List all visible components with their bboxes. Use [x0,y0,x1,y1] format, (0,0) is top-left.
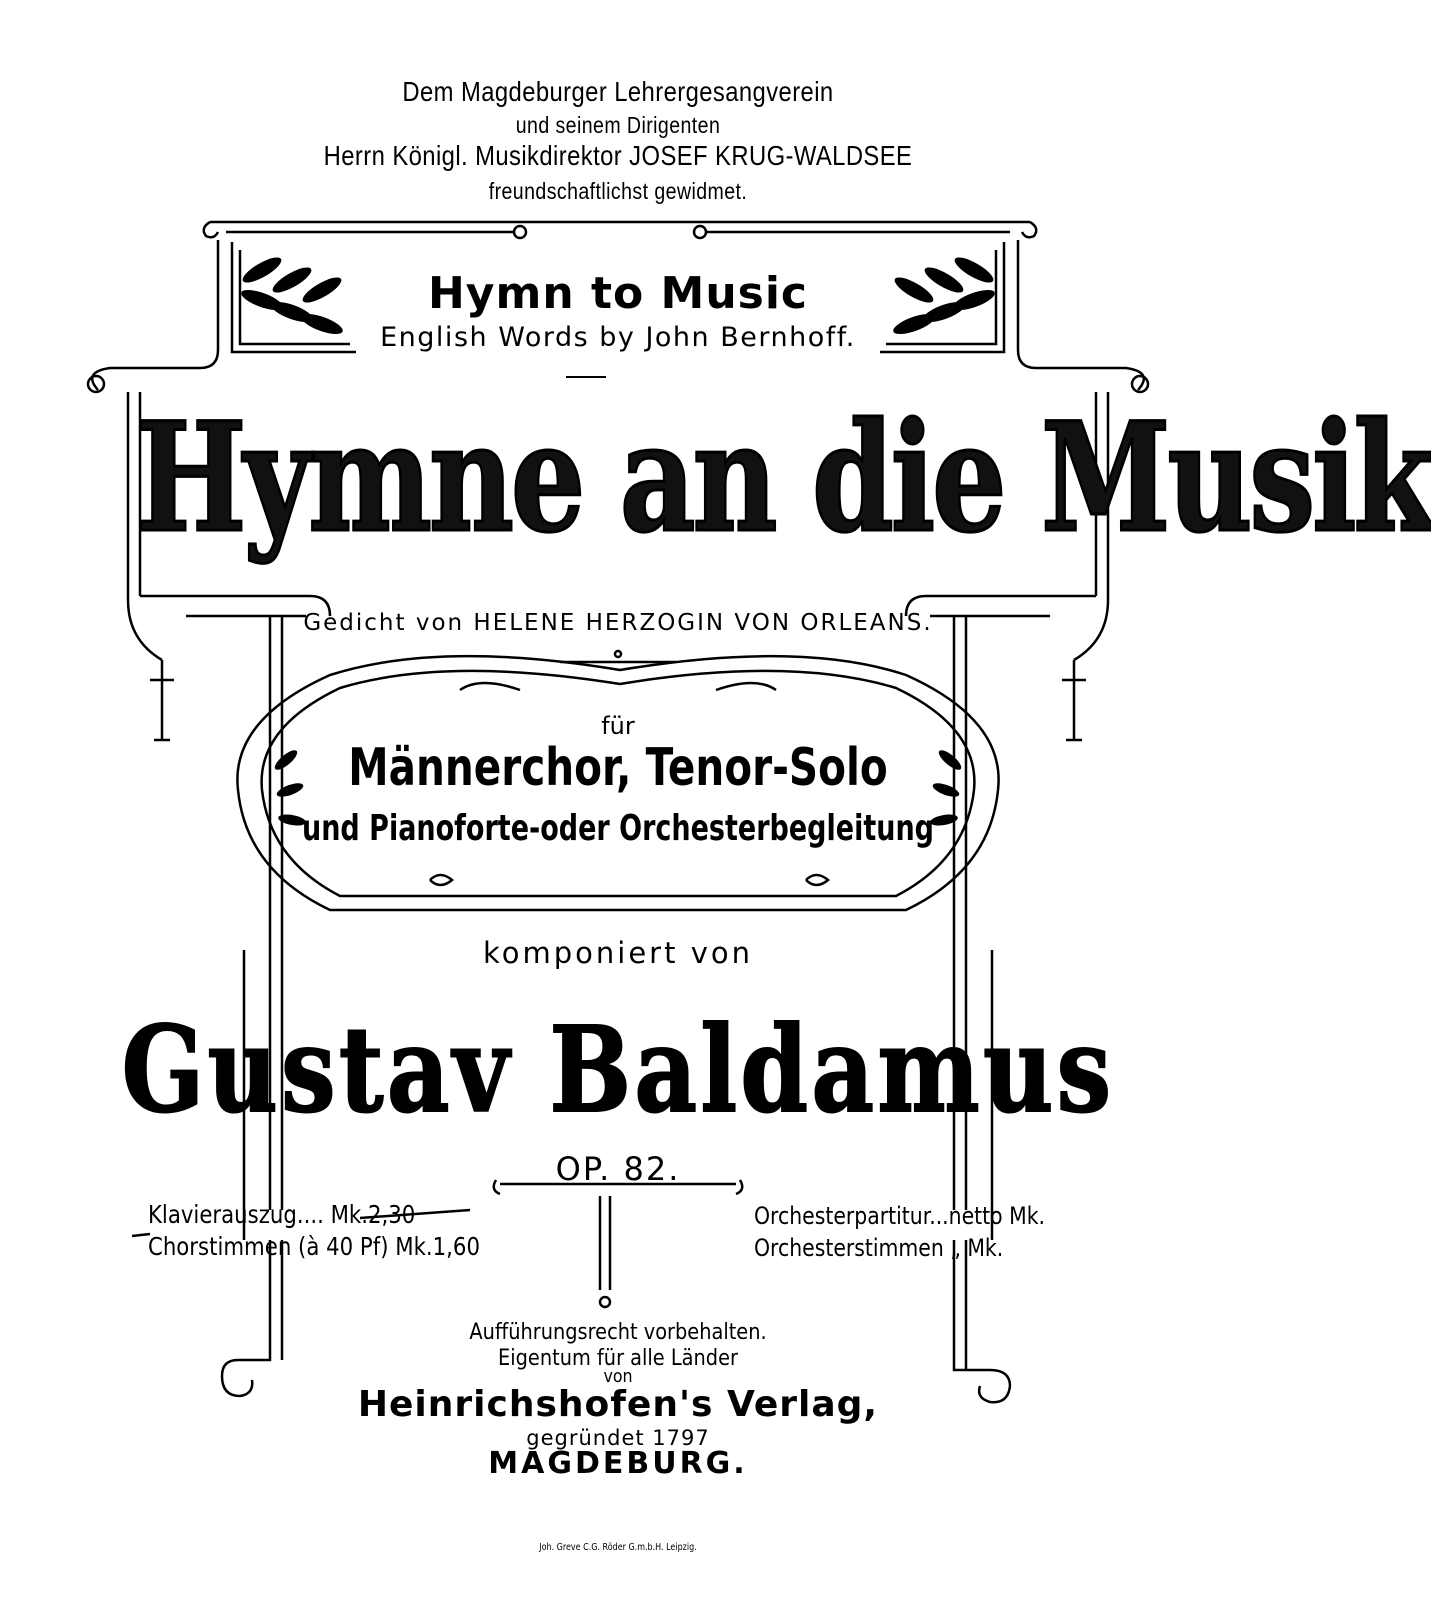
scoring-fuer: für [601,712,635,740]
printer-imprint: Joh. Greve C.G. Röder G.m.b.H. Leipzig. [539,1542,697,1553]
composed-by: komponiert von [483,936,753,970]
opus-number: OP. 82. [555,1150,681,1188]
main-title: Hymne an die Musik [135,390,1431,566]
publisher-founded: gegründet 1797 [526,1426,710,1450]
rights-line-2: Eigentum für alle Länder [498,1346,738,1371]
publisher-city: MAGDEBURG. [488,1446,748,1481]
dedication-line-4: freundschaftlichst gewidmet. [488,178,748,204]
english-title: Hymn to Music [427,268,809,319]
price-choral-parts: Chorstimmen (à 40 Pf) Mk.1,60 [148,1232,480,1261]
scoring-voices: Männerchor, Tenor-Solo [348,738,888,798]
publisher-name: Heinrichshofen's Verlag, [357,1384,879,1425]
dedication-line-3: Herrn Königl. Musikdirektor JOSEF KRUG-WALDSEE [323,140,913,171]
poem-credit: Gedicht von HELENE HERZOGIN VON ORLEANS. [303,610,933,636]
title-separator [566,376,606,378]
price-piano-reduction: Klavierauszug.... Mk.2,30 [148,1200,416,1229]
english-subtitle: English Words by John Bernhoff. [380,322,856,353]
price-orchestral-parts: Orchesterstimmen „ Mk. [754,1234,1004,1262]
dedication-line-1: Dem Magdeburger Lehrergesangverein [402,76,834,107]
rights-line-3: von [603,1366,633,1387]
price-orchestral-score: Orchesterpartitur...netto Mk. [754,1202,1046,1230]
scoring-accompaniment: und Pianoforte-oder Orchesterbegleitung [301,808,935,849]
composer-name: Gustav Baldamus [121,1000,1115,1139]
rights-line-1: Aufführungsrecht vorbehalten. [469,1320,767,1345]
dedication-line-2: und seinem Dirigenten [515,112,721,138]
